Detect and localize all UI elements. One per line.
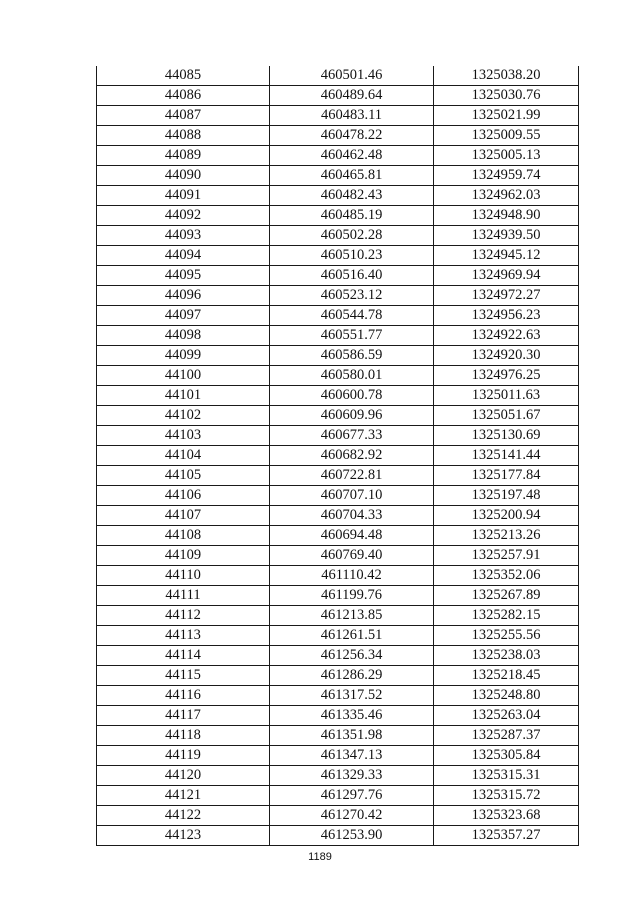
table-row	[97, 126, 579, 146]
point-id-cell: 44120	[97, 766, 270, 786]
y-coordinate-cell: 1324945.12	[434, 246, 579, 266]
y-coordinate-cell: 1325030.76	[434, 86, 579, 106]
point-id-cell: 44123	[97, 826, 270, 846]
x-coordinate-cell: 460769.40	[270, 546, 434, 566]
x-coordinate-cell: 460551.77	[270, 326, 434, 346]
x-coordinate-cell: 461199.76	[270, 586, 434, 606]
table-row	[97, 386, 579, 406]
y-coordinate-cell: 1325315.31	[434, 766, 579, 786]
page-number: 1189	[308, 851, 332, 863]
x-coordinate-cell: 460483.11	[270, 106, 434, 126]
x-coordinate-cell: 460682.92	[270, 446, 434, 466]
point-id-cell: 44112	[97, 606, 270, 626]
point-id-cell: 44092	[97, 206, 270, 226]
point-id-cell: 44121	[97, 786, 270, 806]
y-coordinate-cell: 1324922.63	[434, 326, 579, 346]
y-coordinate-cell: 1325141.44	[434, 446, 579, 466]
table-row	[97, 546, 579, 566]
y-coordinate-cell: 1325287.37	[434, 726, 579, 746]
x-coordinate-cell: 460722.81	[270, 466, 434, 486]
table-row	[97, 646, 579, 666]
y-coordinate-cell: 1324920.30	[434, 346, 579, 366]
y-coordinate-cell: 1325357.27	[434, 826, 579, 846]
table-row	[97, 526, 579, 546]
x-coordinate-cell: 460609.96	[270, 406, 434, 426]
table-row	[97, 86, 579, 106]
y-coordinate-cell: 1325197.48	[434, 486, 579, 506]
x-coordinate-cell: 461351.98	[270, 726, 434, 746]
y-coordinate-cell: 1325051.67	[434, 406, 579, 426]
y-coordinate-cell: 1325009.55	[434, 126, 579, 146]
point-id-cell: 44113	[97, 626, 270, 646]
x-coordinate-cell: 460523.12	[270, 286, 434, 306]
y-coordinate-cell: 1324939.50	[434, 226, 579, 246]
point-id-cell: 44089	[97, 146, 270, 166]
table-row	[97, 106, 579, 126]
x-coordinate-cell: 460704.33	[270, 506, 434, 526]
table-row	[97, 506, 579, 526]
x-coordinate-cell: 461317.52	[270, 686, 434, 706]
x-coordinate-cell: 460489.64	[270, 86, 434, 106]
point-id-cell: 44108	[97, 526, 270, 546]
x-coordinate-cell: 460501.46	[270, 66, 434, 86]
table-row	[97, 726, 579, 746]
y-coordinate-cell: 1324959.74	[434, 166, 579, 186]
point-id-cell: 44105	[97, 466, 270, 486]
point-id-cell: 44098	[97, 326, 270, 346]
table-row	[97, 206, 579, 226]
table-row	[97, 406, 579, 426]
x-coordinate-cell: 461347.13	[270, 746, 434, 766]
point-id-cell: 44109	[97, 546, 270, 566]
y-coordinate-cell: 1324969.94	[434, 266, 579, 286]
x-coordinate-cell: 461335.46	[270, 706, 434, 726]
point-id-cell: 44094	[97, 246, 270, 266]
y-coordinate-cell: 1324972.27	[434, 286, 579, 306]
point-id-cell: 44086	[97, 86, 270, 106]
table-row	[97, 486, 579, 506]
point-id-cell: 44095	[97, 266, 270, 286]
x-coordinate-cell: 461253.90	[270, 826, 434, 846]
point-id-cell: 44106	[97, 486, 270, 506]
y-coordinate-cell: 1325267.89	[434, 586, 579, 606]
y-coordinate-cell: 1325255.56	[434, 626, 579, 646]
point-id-cell: 44114	[97, 646, 270, 666]
x-coordinate-cell: 460510.23	[270, 246, 434, 266]
y-coordinate-cell: 1325257.91	[434, 546, 579, 566]
table-row	[97, 706, 579, 726]
y-coordinate-cell: 1325021.99	[434, 106, 579, 126]
x-coordinate-cell: 460544.78	[270, 306, 434, 326]
table-row	[97, 146, 579, 166]
x-coordinate-cell: 461270.42	[270, 806, 434, 826]
y-coordinate-cell: 1325305.84	[434, 746, 579, 766]
table-row	[97, 586, 579, 606]
point-id-cell: 44104	[97, 446, 270, 466]
y-coordinate-cell: 1325038.20	[434, 66, 579, 86]
x-coordinate-cell: 460478.22	[270, 126, 434, 146]
point-id-cell: 44111	[97, 586, 270, 606]
table-row	[97, 66, 579, 86]
y-coordinate-cell: 1325218.45	[434, 666, 579, 686]
y-coordinate-cell: 1325248.80	[434, 686, 579, 706]
y-coordinate-cell: 1324956.23	[434, 306, 579, 326]
y-coordinate-cell: 1325238.03	[434, 646, 579, 666]
y-coordinate-cell: 1325263.04	[434, 706, 579, 726]
table-row	[97, 426, 579, 446]
x-coordinate-cell: 460694.48	[270, 526, 434, 546]
table-row	[97, 666, 579, 686]
point-id-cell: 44107	[97, 506, 270, 526]
y-coordinate-cell: 1325352.06	[434, 566, 579, 586]
point-id-cell: 44103	[97, 426, 270, 446]
y-coordinate-cell: 1325200.94	[434, 506, 579, 526]
table-row	[97, 286, 579, 306]
y-coordinate-cell: 1325323.68	[434, 806, 579, 826]
x-coordinate-cell: 460677.33	[270, 426, 434, 446]
x-coordinate-cell: 460586.59	[270, 346, 434, 366]
point-id-cell: 44115	[97, 666, 270, 686]
point-id-cell: 44091	[97, 186, 270, 206]
point-id-cell: 44116	[97, 686, 270, 706]
x-coordinate-cell: 460485.19	[270, 206, 434, 226]
coordinate-table	[96, 66, 579, 846]
x-coordinate-cell: 460600.78	[270, 386, 434, 406]
table-row	[97, 166, 579, 186]
x-coordinate-cell: 460707.10	[270, 486, 434, 506]
point-id-cell: 44117	[97, 706, 270, 726]
table-row	[97, 306, 579, 326]
point-id-cell: 44097	[97, 306, 270, 326]
table-row	[97, 466, 579, 486]
y-coordinate-cell: 1325282.15	[434, 606, 579, 626]
table-row	[97, 626, 579, 646]
table-row	[97, 446, 579, 466]
y-coordinate-cell: 1325011.63	[434, 386, 579, 406]
y-coordinate-cell: 1324962.03	[434, 186, 579, 206]
y-coordinate-cell: 1325130.69	[434, 426, 579, 446]
table-row	[97, 766, 579, 786]
table-row	[97, 346, 579, 366]
table-row	[97, 746, 579, 766]
point-id-cell: 44099	[97, 346, 270, 366]
x-coordinate-cell: 461256.34	[270, 646, 434, 666]
table-row	[97, 606, 579, 626]
x-coordinate-cell: 461297.76	[270, 786, 434, 806]
point-id-cell: 44118	[97, 726, 270, 746]
point-id-cell: 44096	[97, 286, 270, 306]
point-id-cell: 44101	[97, 386, 270, 406]
point-id-cell: 44119	[97, 746, 270, 766]
x-coordinate-cell: 460462.48	[270, 146, 434, 166]
point-id-cell: 44085	[97, 66, 270, 86]
y-coordinate-cell: 1325315.72	[434, 786, 579, 806]
x-coordinate-cell: 461286.29	[270, 666, 434, 686]
x-coordinate-cell: 461329.33	[270, 766, 434, 786]
x-coordinate-cell: 460465.81	[270, 166, 434, 186]
table-row	[97, 366, 579, 386]
x-coordinate-cell: 461110.42	[270, 566, 434, 586]
y-coordinate-cell: 1324976.25	[434, 366, 579, 386]
table-row	[97, 786, 579, 806]
point-id-cell: 44093	[97, 226, 270, 246]
point-id-cell: 44087	[97, 106, 270, 126]
x-coordinate-cell: 460580.01	[270, 366, 434, 386]
x-coordinate-cell: 460516.40	[270, 266, 434, 286]
table-row	[97, 326, 579, 346]
table-row	[97, 806, 579, 826]
y-coordinate-cell: 1325213.26	[434, 526, 579, 546]
table-row	[97, 226, 579, 246]
point-id-cell: 44090	[97, 166, 270, 186]
point-id-cell: 44110	[97, 566, 270, 586]
y-coordinate-cell: 1325005.13	[434, 146, 579, 166]
coordinate-table-body	[97, 66, 579, 846]
point-id-cell: 44100	[97, 366, 270, 386]
y-coordinate-cell: 1324948.90	[434, 206, 579, 226]
table-row	[97, 186, 579, 206]
table-row	[97, 266, 579, 286]
x-coordinate-cell: 460502.28	[270, 226, 434, 246]
table-row	[97, 686, 579, 706]
y-coordinate-cell: 1325177.84	[434, 466, 579, 486]
table-row	[97, 826, 579, 846]
x-coordinate-cell: 461261.51	[270, 626, 434, 646]
point-id-cell: 44088	[97, 126, 270, 146]
x-coordinate-cell: 461213.85	[270, 606, 434, 626]
point-id-cell: 44122	[97, 806, 270, 826]
table-row	[97, 246, 579, 266]
x-coordinate-cell: 460482.43	[270, 186, 434, 206]
point-id-cell: 44102	[97, 406, 270, 426]
table-row	[97, 566, 579, 586]
